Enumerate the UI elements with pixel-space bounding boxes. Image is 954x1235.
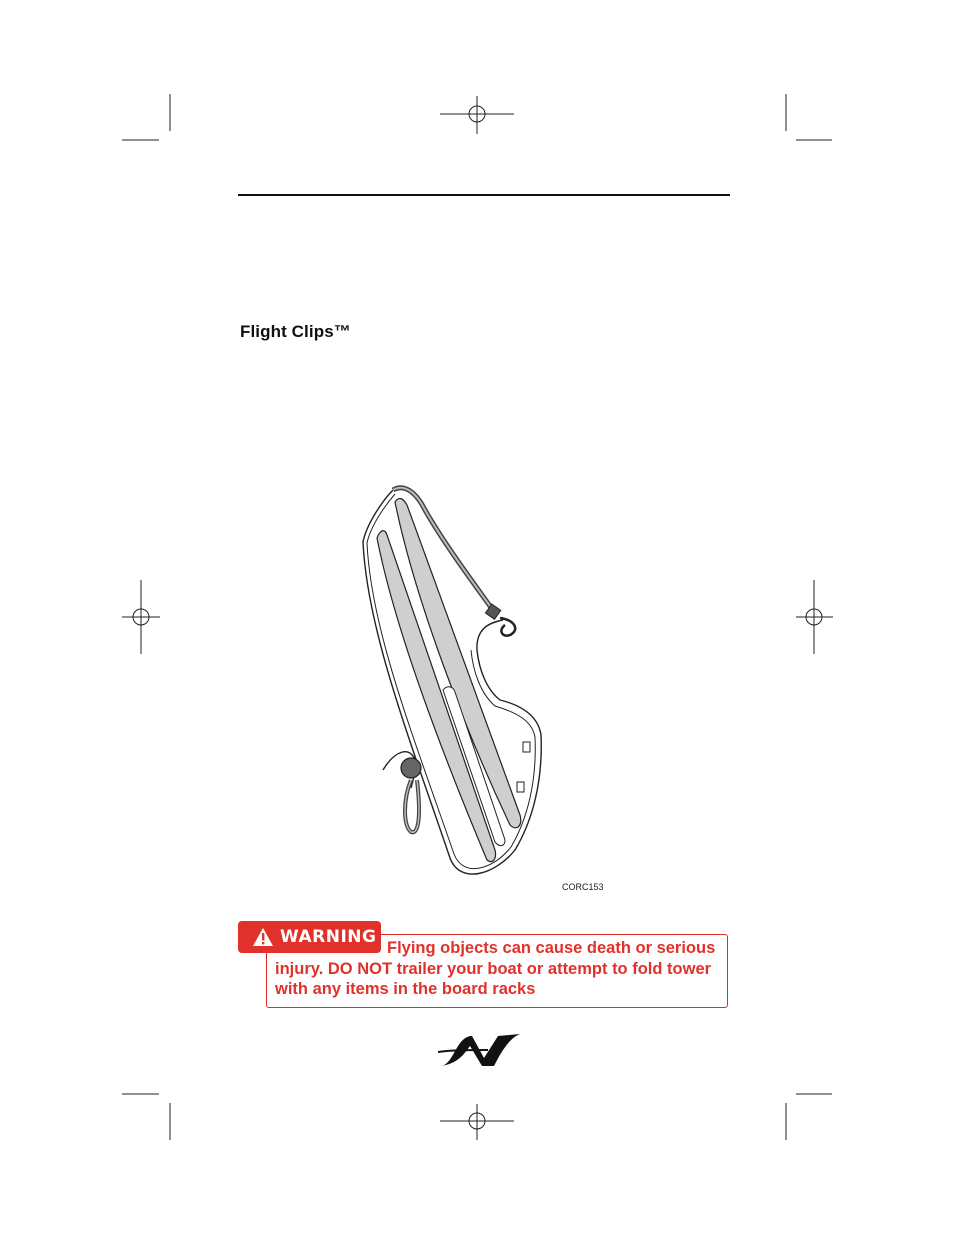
registration-target-icon — [796, 580, 833, 654]
registration-target-icon — [122, 580, 160, 654]
warning-triangle-icon — [252, 927, 274, 947]
registration-target-icon — [440, 96, 514, 134]
header-rule — [238, 194, 730, 196]
warning-label: WARNING — [280, 927, 377, 947]
nautique-logo-icon — [438, 1032, 522, 1068]
flight-clip-board-rack-illustration — [355, 480, 555, 885]
registration-target-icon — [440, 1104, 514, 1140]
section-title: Flight Clips™ — [240, 322, 351, 341]
warning-text: Flying objects can cause death or serious injury. DO NOT trailer your boat or attempt to fold tower with any items in the board racks — [275, 939, 716, 998]
figure-id: CORC153 — [562, 882, 604, 892]
